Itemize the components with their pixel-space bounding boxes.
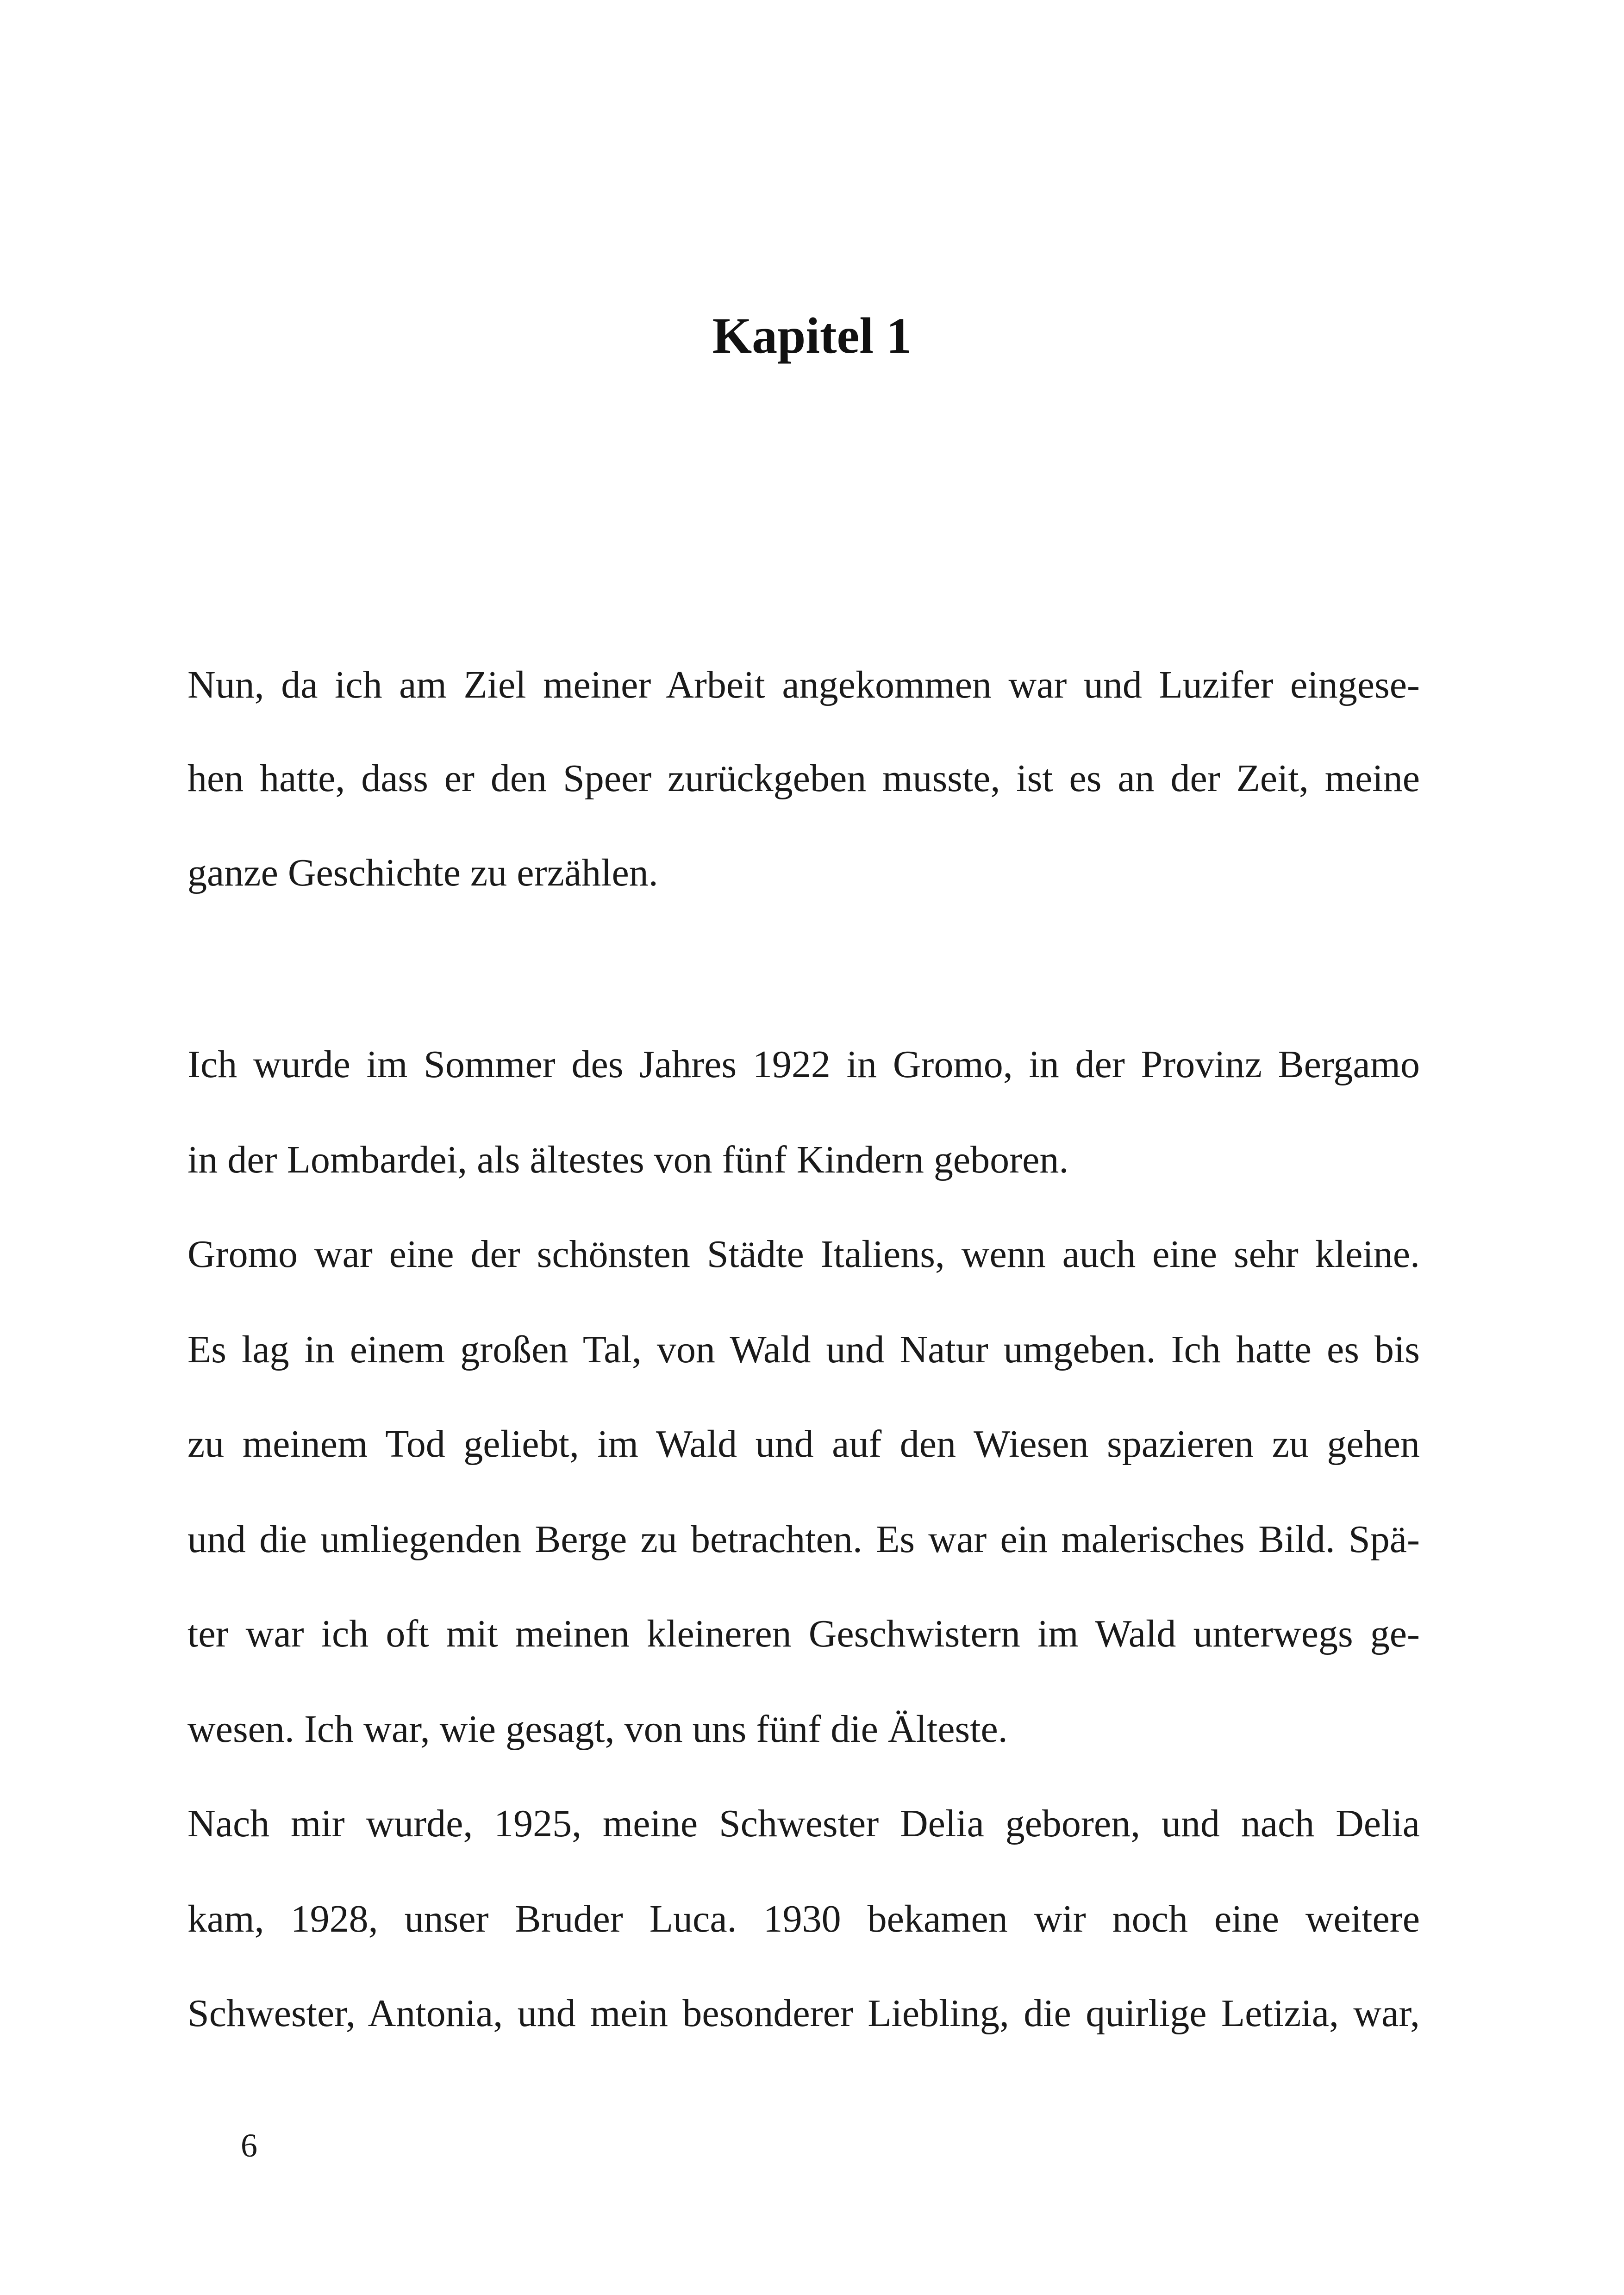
paragraph-4-line-3: Schwester, Antonia, und mein besonderer Liebling, die quirlige Letizia, war, [187, 1992, 1420, 2035]
paragraph-2-line-2: in der Lombardei, als ältestes von fünf Kindern geboren. [187, 1138, 1069, 1181]
page-number: 6 [241, 2127, 257, 2164]
paragraph-1-line-1: Nun, da ich am Ziel meiner Arbeit angekommen war und Luzifer eingese- [187, 663, 1420, 706]
paragraph-2-line-1: Ich wurde im Sommer des Jahres 1922 in Gromo, in der Provinz Bergamo [187, 1043, 1420, 1086]
paragraph-3-line-5: ter war ich oft mit meinen kleineren Geschwistern im Wald unterwegs ge- [187, 1612, 1420, 1655]
paragraph-1-line-2: hen hatte, dass er den Speer zurückgeben musste, ist es an der Zeit, meine [187, 757, 1420, 800]
paragraph-3-line-2: Es lag in einem großen Tal, von Wald und Natur umgeben. Ich hatte es bis [187, 1328, 1420, 1371]
paragraph-3-line-1: Gromo war eine der schönsten Städte Italiens, wenn auch eine sehr kleine. [187, 1233, 1420, 1276]
paragraph-4-line-2: kam, 1928, unser Bruder Luca. 1930 bekamen wir noch eine weitere [187, 1897, 1420, 1940]
paragraph-1-line-3: ganze Geschichte zu erzählen. [187, 851, 658, 894]
paragraph-3-line-6: wesen. Ich war, wie gesagt, von uns fünf die Älteste. [187, 1708, 1008, 1751]
paragraph-4-line-1: Nach mir wurde, 1925, meine Schwester Delia geboren, und nach Delia [187, 1802, 1420, 1845]
chapter-title: Kapitel 1 [712, 307, 912, 364]
paragraph-3-line-4: und die umliegenden Berge zu betrachten. Es war ein malerisches Bild. Spä- [187, 1518, 1420, 1561]
paragraph-3-line-3: zu meinem Tod geliebt, im Wald und auf den Wiesen spazieren zu gehen [187, 1422, 1420, 1466]
